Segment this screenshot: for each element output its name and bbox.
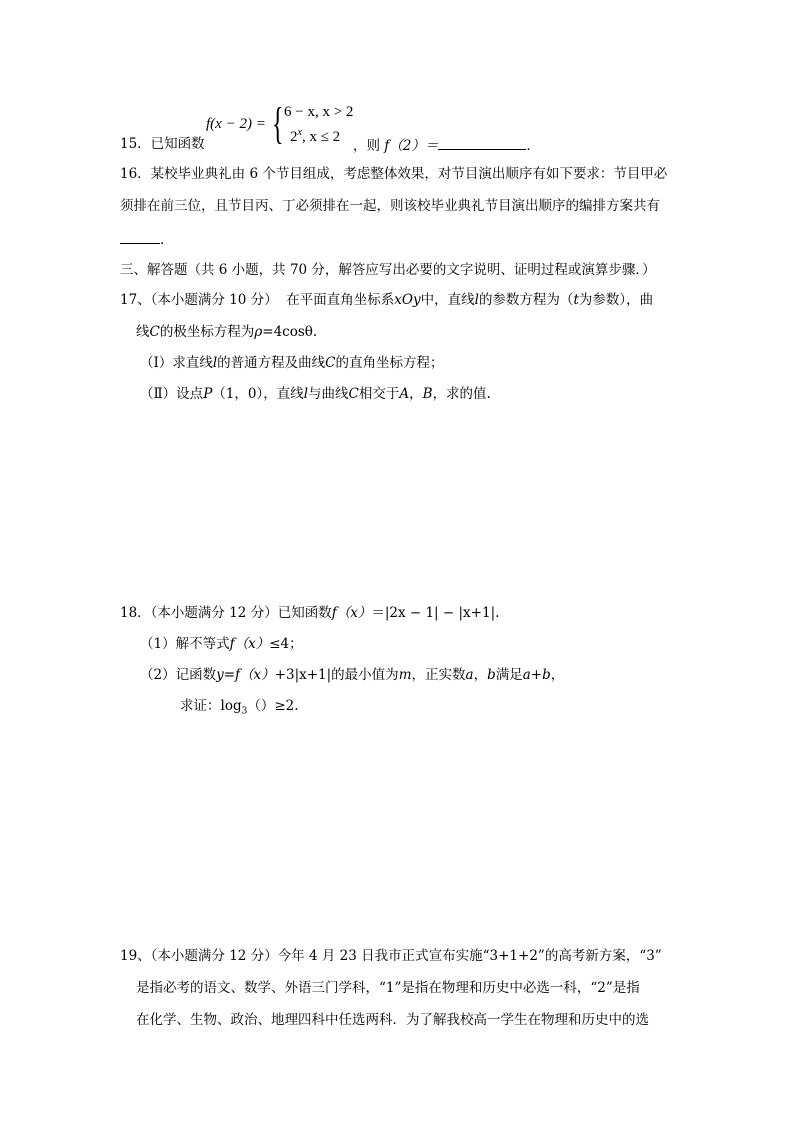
q17-line-2: 线C的极坐标方程为ρ=4cosθ. xyxy=(136,324,318,340)
q16-line-1: 16．某校毕业典礼由 6 个节目组成，考虑整体效果，对节目演出顺序有如下要求：节目甲必 xyxy=(120,166,668,182)
q15-brace: { xyxy=(272,99,284,148)
q18-part-2: （2）记函数y=f（x）+3|x+1|的最小值为m，正实数a，b满足a+b， xyxy=(140,667,565,683)
q19-line-2: 是指必考的语文、数学、外语三门学科，“1”是指在物理和历史中必选一科，“2”是指 xyxy=(136,980,640,996)
q15-answer-blank[interactable] xyxy=(438,136,526,150)
q19-line-1: 19、（本小题满分 12 分）今年 4 月 23 日我市正式宣布实施“3+1+2”的高考新方案，“3” xyxy=(120,948,662,964)
q17-part-2: （Ⅱ）设点P（1，0），直线l与曲线C相交于A，B，求的值. xyxy=(140,386,491,402)
q15-case-2: 2$^x$, x ≤ 2 xyxy=(290,127,341,145)
q16-line-2: 须排在前三位，且节目丙、丁必须排在一起，则该校毕业典礼节目演出顺序的编排方案共有 xyxy=(120,198,660,214)
q15-case-1: 6 − x, x > 2 xyxy=(284,104,354,120)
q17-line-1: 17、（本小题满分 10 分） 在平面直角坐标系xOy中，直线l的参数方程为（t为参数），曲 xyxy=(120,292,654,308)
q15-label: 15．已知函数 xyxy=(120,136,205,152)
q18-line-1: 18．（本小题满分 12 分）已知函数f（x）＝|2x − 1| − |x+1|. xyxy=(120,605,500,621)
q17-part-1: （Ⅰ）求直线l的普通方程及曲线C的直角坐标方程； xyxy=(140,355,444,371)
q18-part-1: （1）解不等式f（x）≤4； xyxy=(140,636,303,652)
q16-answer-blank[interactable] xyxy=(120,230,160,244)
q19-line-3: 在化学、生物、政治、地理四科中任选两科．为了解我校高一学生在物理和历史中的选 xyxy=(136,1012,649,1028)
section-3-heading: 三、解答题（共 6 小题，共 70 分，解答应写出必要的文字说明、证明过程或演算步骤．） xyxy=(120,262,656,278)
q15-tail: ，则 f（2）＝ ． xyxy=(353,138,540,154)
q15-function-lhs: f(x − 2) = xyxy=(206,116,266,132)
q16-answer-line: . xyxy=(120,230,164,248)
q18-proof: 求证：$\log_3()\ge 2$. xyxy=(180,698,299,717)
